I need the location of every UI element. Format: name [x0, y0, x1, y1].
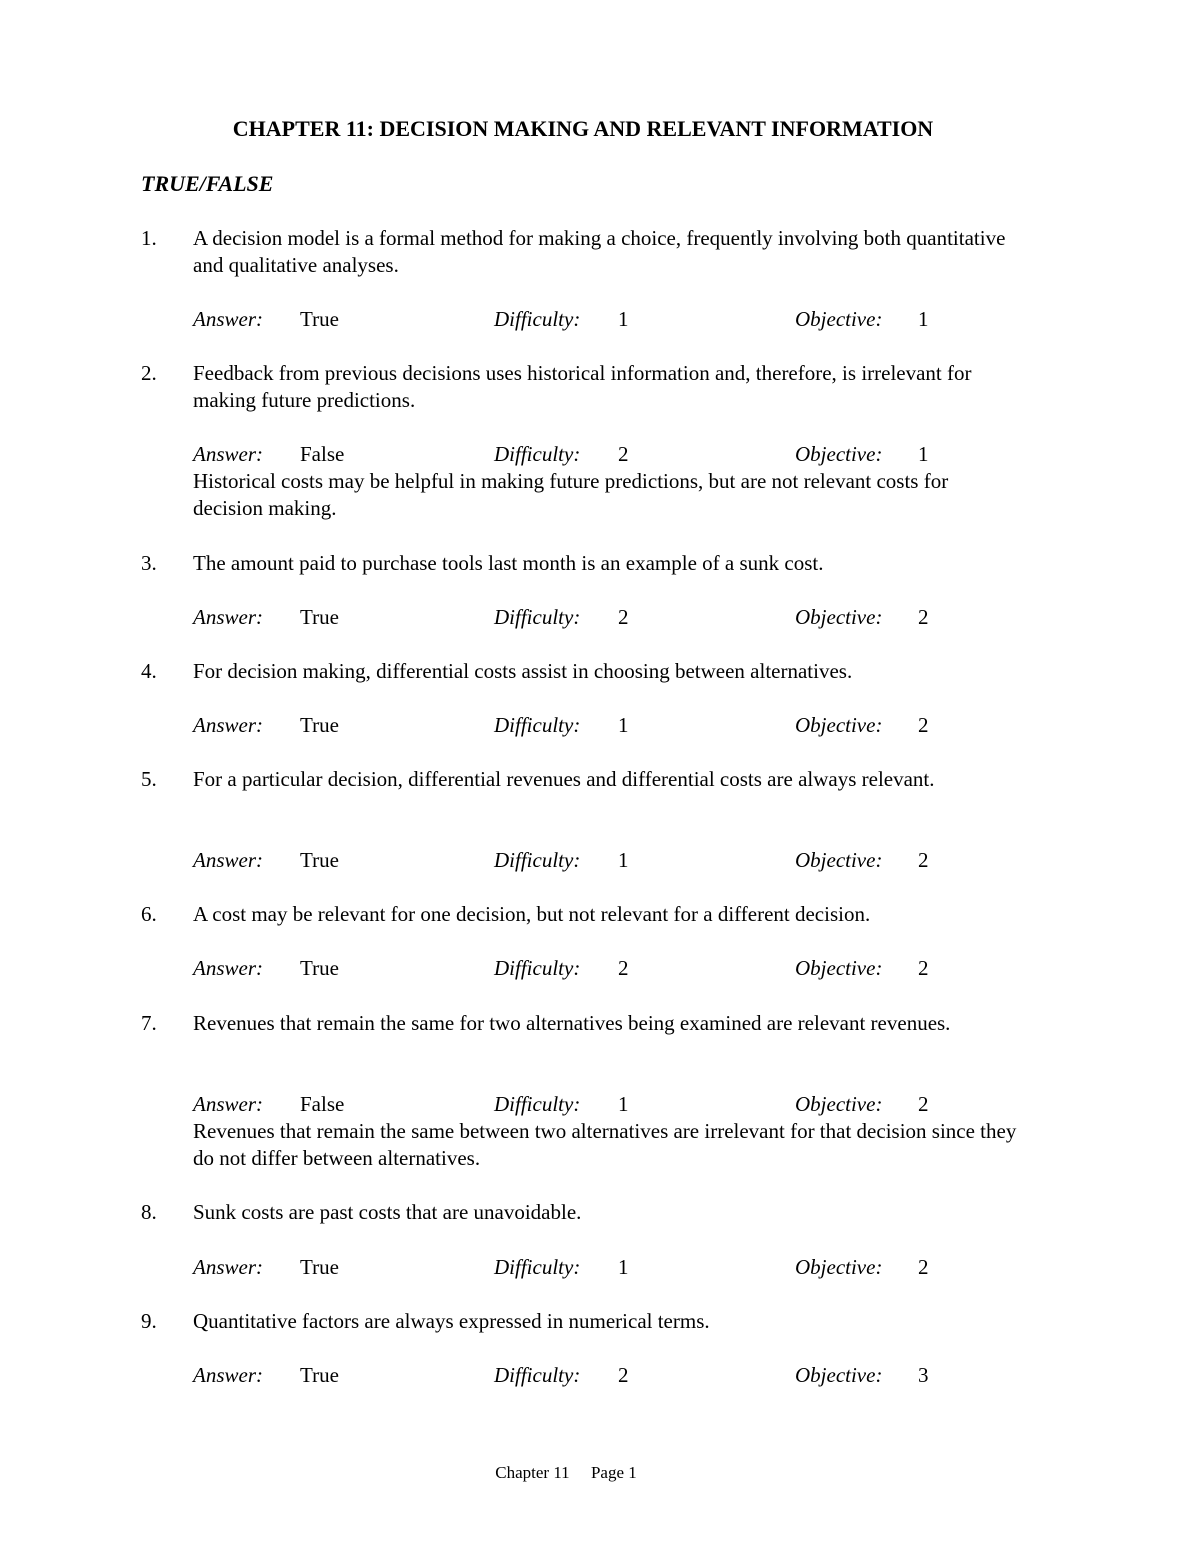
difficulty-label: Difficulty:	[494, 956, 581, 980]
objective-label: Objective:	[795, 1092, 883, 1116]
answer-value: True	[300, 956, 339, 980]
question-text: Quantitative factors are always expressed in numerical terms.	[193, 1309, 710, 1333]
question-text: Sunk costs are past costs that are unavoidable.	[193, 1200, 582, 1224]
answer-value: True	[300, 605, 339, 629]
answer-label: Answer:	[193, 1092, 263, 1116]
question-number: 1.	[141, 226, 157, 250]
objective-value: 3	[918, 1363, 929, 1387]
answer-label: Answer:	[193, 956, 263, 980]
answer-value: True	[300, 848, 339, 872]
page-title: CHAPTER 11: DECISION MAKING AND RELEVANT INFORMATION	[232, 116, 934, 141]
answer-label: Answer:	[193, 1363, 263, 1387]
difficulty-label: Difficulty:	[494, 307, 581, 331]
objective-label: Objective:	[795, 713, 883, 737]
question-text: Feedback from previous decisions uses historical information and, therefore, is irrelevant for making future predictions.	[193, 361, 972, 412]
objective-label: Objective:	[795, 956, 883, 980]
objective-value: 2	[918, 1255, 929, 1279]
difficulty-label: Difficulty:	[494, 713, 581, 737]
answer-value: True	[300, 713, 339, 737]
question-text: Revenues that remain the same for two alternatives being examined are relevant revenues.	[193, 1011, 951, 1035]
difficulty-value: 1	[618, 848, 629, 872]
answer-explanation: Historical costs may be helpful in making future predictions, but are not relevant costs for decision making.	[193, 469, 949, 520]
difficulty-value: 2	[618, 605, 629, 629]
question-number: 5.	[141, 767, 157, 791]
answer-label: Answer:	[193, 713, 263, 737]
answer-value: True	[300, 1255, 339, 1279]
answer-label: Answer:	[193, 442, 263, 466]
objective-label: Objective:	[795, 605, 883, 629]
difficulty-value: 2	[618, 956, 629, 980]
footer-chapter: Chapter 11	[495, 1463, 570, 1482]
difficulty-value: 2	[618, 1363, 629, 1387]
difficulty-label: Difficulty:	[494, 1255, 581, 1279]
objective-value: 2	[918, 848, 929, 872]
question-number: 9.	[141, 1309, 157, 1333]
objective-label: Objective:	[795, 1363, 883, 1387]
question-text: For a particular decision, differential revenues and differential costs are always relevant.	[193, 767, 935, 791]
question-number: 4.	[141, 659, 157, 683]
objective-label: Objective:	[795, 848, 883, 872]
page-footer	[0, 1460, 1132, 1486]
difficulty-label: Difficulty:	[494, 1363, 581, 1387]
difficulty-label: Difficulty:	[494, 605, 581, 629]
question-text: The amount paid to purchase tools last month is an example of a sunk cost.	[193, 551, 824, 575]
difficulty-value: 1	[618, 713, 629, 737]
objective-label: Objective:	[795, 442, 883, 466]
objective-value: 2	[918, 605, 929, 629]
difficulty-value: 2	[618, 442, 629, 466]
question-number: 8.	[141, 1200, 157, 1224]
question-text: A decision model is a formal method for making a choice, frequently involving both quantitative and qualitative analyses.	[193, 226, 1006, 277]
answer-value: True	[300, 1363, 339, 1387]
footer-page-number: Page 1	[590, 1463, 637, 1482]
difficulty-label: Difficulty:	[494, 1092, 581, 1116]
question-number: 7.	[141, 1011, 157, 1035]
question-number: 3.	[141, 551, 157, 575]
objective-value: 2	[918, 1092, 929, 1116]
answer-value: True	[300, 307, 339, 331]
objective-value: 1	[918, 442, 929, 466]
answer-label: Answer:	[193, 307, 263, 331]
question-number: 2.	[141, 361, 157, 385]
answer-label: Answer:	[193, 605, 263, 629]
answer-explanation: Revenues that remain the same between two alternatives are irrelevant for that decision since they do not differ between alternatives.	[193, 1119, 1017, 1170]
difficulty-value: 1	[618, 1255, 629, 1279]
objective-value: 2	[918, 713, 929, 737]
question-number: 6.	[141, 902, 157, 926]
section-heading: TRUE/FALSE	[141, 171, 274, 196]
difficulty-value: 1	[618, 1092, 629, 1116]
objective-label: Objective:	[795, 1255, 883, 1279]
difficulty-label: Difficulty:	[494, 848, 581, 872]
answer-label: Answer:	[193, 848, 263, 872]
answer-label: Answer:	[193, 1255, 263, 1279]
answer-value: False	[300, 1092, 345, 1116]
objective-label: Objective:	[795, 307, 883, 331]
question-text: A cost may be relevant for one decision, but not relevant for a different decision.	[193, 902, 871, 926]
objective-value: 1	[918, 307, 929, 331]
difficulty-value: 1	[618, 307, 629, 331]
objective-value: 2	[918, 956, 929, 980]
question-text: For decision making, differential costs assist in choosing between alternatives.	[193, 659, 853, 683]
answer-value: False	[300, 442, 345, 466]
difficulty-label: Difficulty:	[494, 442, 581, 466]
